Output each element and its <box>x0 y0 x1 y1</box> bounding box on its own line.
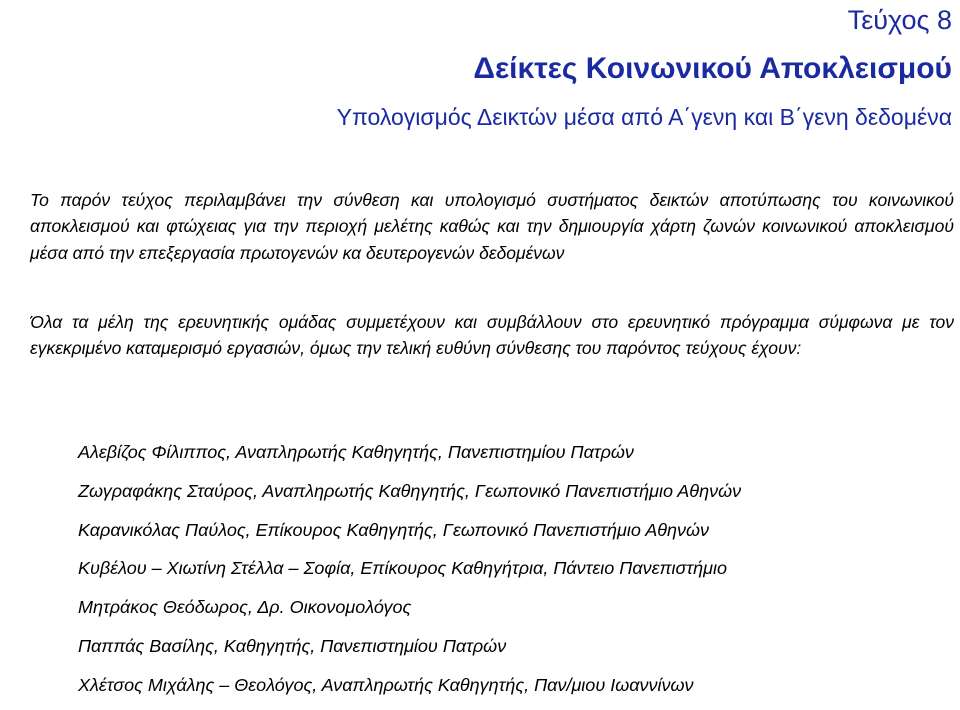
team-note-paragraph: Όλα τα μέλη της ερευνητικής ομάδας συμμετέχουν και συμβάλλουν στο ερευνητικό πρόγραμμα σύμφωνα με τον εγκεκριμένο καταμερισμό εργασιών, όμως την τελική ευθύνη σύνθεσης του παρόντος τεύχους έχουν: <box>30 312 954 359</box>
member-item: Ζωγραφάκης Σταύρος, Αναπληρωτής Καθηγητής, Γεωπονικό Πανεπιστήμιο Αθηνών <box>78 480 742 501</box>
member-item: Χλέτσος Μιχάλης – Θεολόγος, Αναπληρωτής Καθηγητής, Παν/μιου Ιωαννίνων <box>78 674 694 695</box>
member-item: Καρανικόλας Παύλος, Επίκουρος Καθηγητής, Γεωπονικό Πανεπιστήμιο Αθηνών <box>78 519 709 540</box>
members-list <box>78 438 741 710</box>
intro-paragraph: Το παρόν τεύχος περιλαμβάνει την σύνθεση και υπολογισμό συστήματος δεικτών αποτύπωσης του κοινωνικού αποκλεισμού και φτώχειας για την περιοχή μελέτης καθώς και την δημιουργία χάρτη ζωνών κοινωνικού αποκλεισμού μέσα από την επεξεργασία πρωτογενών κα δευτερογενών δεδομένων <box>30 190 954 263</box>
member-item: Κυβέλου – Χιωτίνη Στέλλα – Σοφία, Επίκουρος Καθηγήτρια, Πάντειο Πανεπιστήμιο <box>78 558 728 579</box>
member-item: Παππάς Βασίλης, Καθηγητής, Πανεπιστημίου Πατρών <box>78 635 507 656</box>
page-subtitle: Υπολογισμός Δεικτών μέσα από Α΄γενη και Β΄γενη δεδομένα <box>336 104 952 130</box>
member-item: Αλεβίζος Φίλιππος, Αναπληρωτής Καθηγητής, Πανεπιστημίου Πατρών <box>78 442 634 462</box>
member-item: Μητράκος Θεόδωρος, Δρ. Οικονομολόγος <box>78 597 412 618</box>
page-title: Δείκτες Κοινωνικού Αποκλεισμού <box>473 52 952 85</box>
issue-number: Τεύχος 8 <box>847 5 952 35</box>
